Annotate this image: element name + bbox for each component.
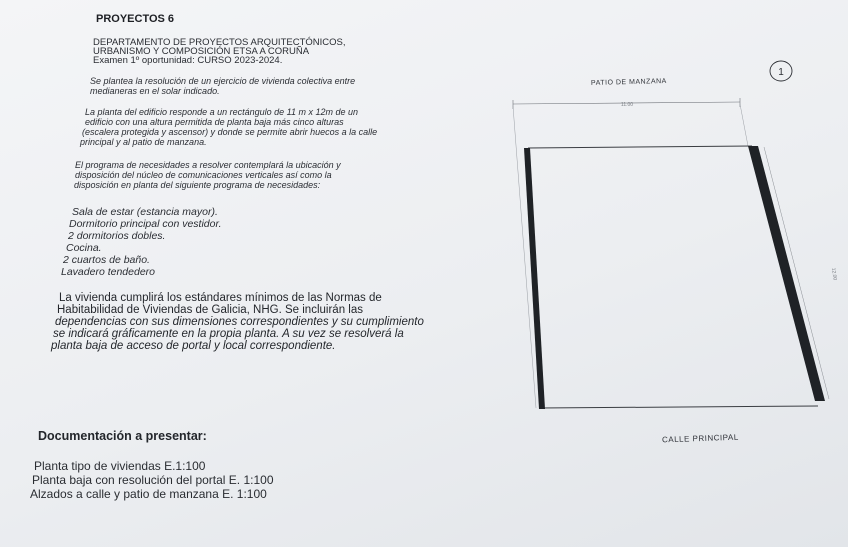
- extension-line: [740, 104, 748, 146]
- program-item: Sala de estar (estancia mayor).: [72, 206, 218, 218]
- standards-line-4: se indicará gráficamente en la propia planta. A su vez se resolverá la: [53, 328, 404, 340]
- plan-line-2: edificio con una altura permitida de planta baja más cinco alturas: [85, 117, 344, 127]
- depth-dimension-label: 12.00: [830, 267, 838, 281]
- program-intro-line-3: disposición en planta del siguiente programa de necesidades:: [74, 180, 321, 190]
- standards-line-5: planta baja de acceso de portal y local correspondiente.: [51, 340, 336, 352]
- standards-line-2: Habitabilidad de Viviendas de Galicia, NHG. Se incluirán las: [57, 304, 363, 316]
- documentation-heading: Documentación a presentar:: [38, 429, 207, 443]
- plan-line-4: principal y al patio de manzana.: [80, 137, 207, 147]
- standards-line-1: La vivienda cumplirá los estándares mínimos de las Normas de: [59, 292, 382, 304]
- program-intro-line-2: disposición del núcleo de comunicaciones verticales así como la: [75, 170, 332, 180]
- program-item: Dormitorio principal con vestidor.: [69, 218, 222, 230]
- left-party-wall: [524, 148, 545, 409]
- plot-bottom-edge: [540, 406, 818, 408]
- program-item: Lavadero tendedero: [61, 266, 155, 278]
- exam-info-line: Examen 1º oportunidad: CURSO 2023-2024.: [93, 55, 283, 66]
- depth-dimension-line: [764, 147, 829, 399]
- program-item: 2 dormitorios dobles.: [68, 230, 166, 242]
- plan-line-3: (escalera protegida y ascensor) y donde se permite abrir huecos a la calle: [82, 127, 378, 137]
- program-item: Cocina.: [66, 242, 102, 254]
- plan-line-1: La planta del edificio responde a un rectángulo de 11 m x 12m de un: [85, 107, 359, 117]
- program-intro-line-1: El programa de necesidades a resolver contemplará la ubicación y: [75, 160, 341, 170]
- documentation-item: Alzados a calle y patio de manzana E. 1:100: [30, 487, 267, 501]
- standards-line-3: dependencias con sus dimensiones correspondientes y su cumplimiento: [55, 316, 424, 328]
- documentation-item: Planta tipo de viviendas E.1:100: [34, 459, 206, 473]
- page-title: PROYECTOS 6: [96, 13, 175, 25]
- intro-line-1: Se plantea la resolución de un ejercicio de vivienda colectiva entre: [90, 76, 356, 86]
- program-item: 2 cuartos de baño.: [63, 254, 150, 266]
- department-line-1: DEPARTAMENTO DE PROYECTOS ARQUITECTÓNICOS,: [93, 37, 346, 48]
- patio-de-manzana-label: PATIO DE MANZANA: [590, 78, 667, 87]
- department-line-2: URBANISMO Y COMPOSICIÓN ETSA A CORUÑA: [93, 46, 310, 57]
- right-party-wall: [748, 146, 825, 401]
- calle-principal-label: CALLE PRINCIPAL: [661, 432, 739, 445]
- north-marker-label: 1: [778, 67, 784, 78]
- documentation-item: Planta baja con resolución del portal E. 1:100: [32, 473, 274, 487]
- intro-line-2: medianeras en el solar indicado.: [90, 86, 220, 96]
- width-dimension-label: 11.00: [620, 102, 634, 108]
- plot-top-edge: [528, 146, 752, 148]
